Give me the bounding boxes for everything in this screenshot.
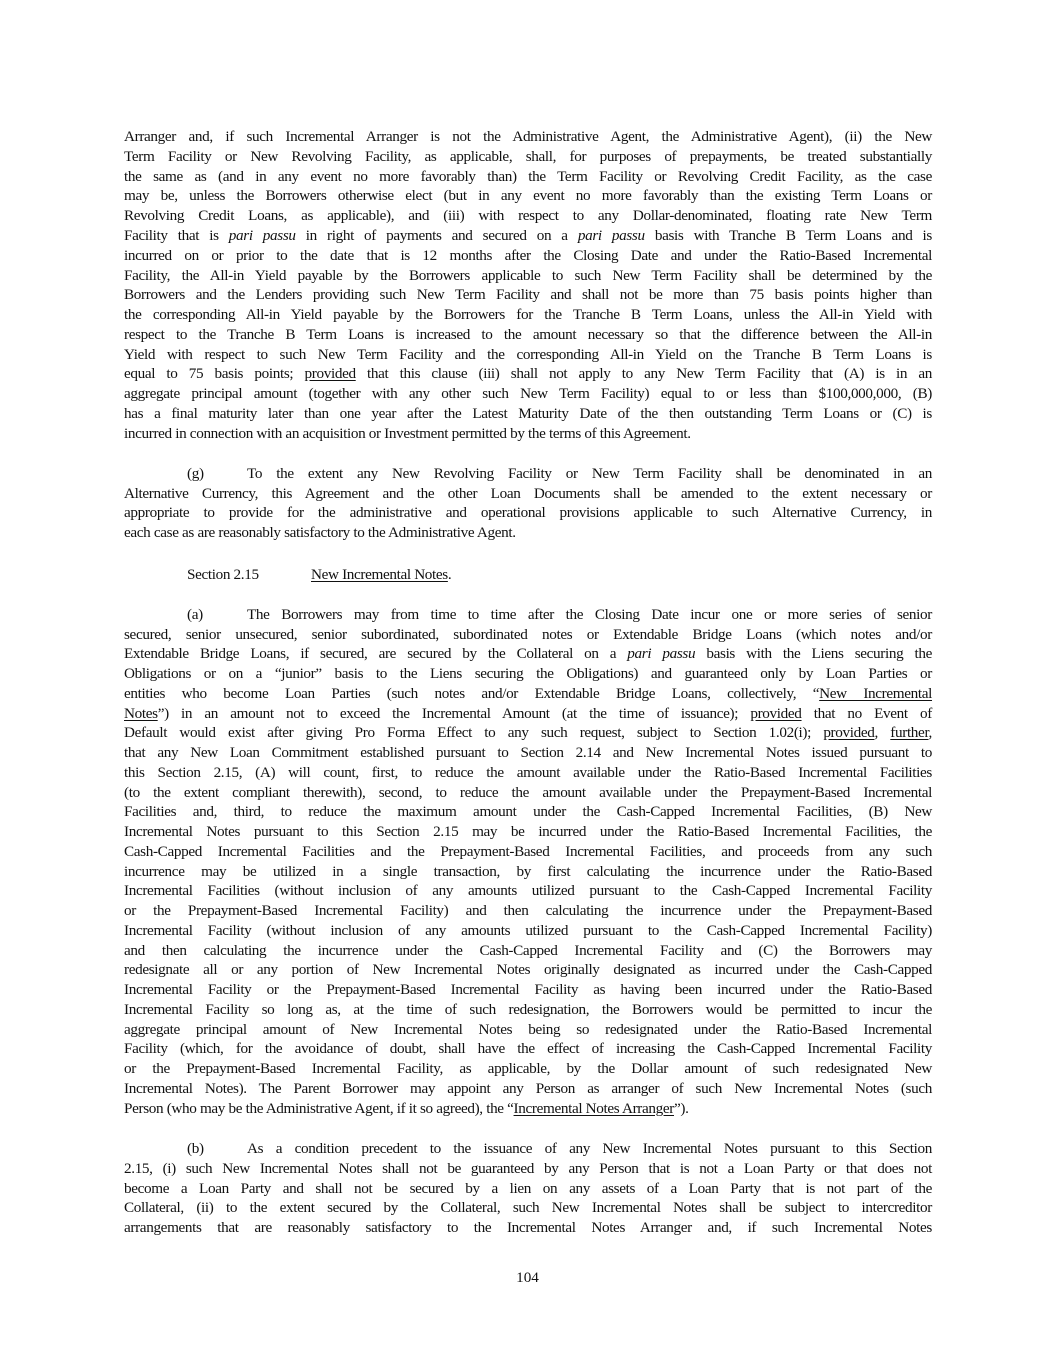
text-run: Cash-Capped Incremental Facilities and the Prepayment-Based Incremental Facilities, and proceeds from any such: [124, 843, 932, 860]
text-run: Arranger and, if such Incremental Arranger is not the Administrative Agent, the Administrative Agent), (ii) the New: [124, 128, 932, 145]
text-run: (to the extent compliant therewith), second, to reduce the amount available under the Prepayment-Based Incremental: [124, 784, 932, 801]
text-run: respect to the Tranche B Term Loans is increased to the amount necessary so that the difference between the All-in: [124, 326, 932, 343]
text-line: [124, 147, 932, 167]
text-run: Facility (which, for the avoidance of doubt, shall have the effect of increasing the Cash-Capped Incremental Facility: [124, 1040, 932, 1057]
text-run: basis with Tranche B Term Loans and is: [644, 227, 932, 244]
text-run: ”) in an amount not to exceed the Incremental Amount (at the time of issuance);: [157, 705, 751, 722]
text-run: entities who become Loan Parties (such notes and/or Extendable Bridge Loans, collectively, “: [124, 685, 820, 702]
text-line: [124, 404, 932, 424]
text-run: Incremental Notes pursuant to this Section 2.15 may be incurred under the Ratio-Based Incremental Facilities, the: [124, 823, 932, 840]
underlined-term: further: [890, 724, 929, 741]
text-run: and then calculating the incurrence under the Cash-Capped Incremental Facility and (C) the Borrowers may: [124, 942, 932, 959]
section-heading: [187, 565, 451, 585]
text-run: Facility that is: [124, 227, 229, 244]
text-run: Facilities and, third, to reduce the maximum amount under the Cash-Capped Incremental Facilities, (B) New: [124, 803, 932, 820]
text-line: [187, 605, 932, 625]
text-run: Person (who may be the Administrative Agent, if it so agreed), the “: [124, 1100, 514, 1117]
text-run: incurred on or prior to the date that is 12 months after the Closing Date and under the Ratio-Based Incremental: [124, 247, 932, 264]
paragraph-label: (g): [187, 465, 204, 482]
text-run: Incremental Facility so long as, at the time of such redesignation, the Borrowers would be permitted to incur the: [124, 1001, 932, 1018]
text-line: [124, 684, 932, 704]
text-line: [124, 842, 932, 862]
text-run: this Section 2.15, (A) will count, first, to reduce the amount available under the Ratio-Based Incremental Facilities: [124, 764, 932, 781]
italic-term: pari passu: [228, 227, 296, 244]
underlined-term: provided: [823, 724, 875, 741]
text-line: [124, 822, 932, 842]
text-run: arrangements that are reasonably satisfactory to the Incremental Notes Arranger and, if such Incremental Notes: [124, 1219, 932, 1236]
underlined-term: provided: [750, 705, 802, 722]
text-run: each case as are reasonably satisfactory to the Administrative Agent.: [124, 524, 516, 541]
text-line: [124, 763, 932, 783]
section-title-period: .: [447, 566, 452, 583]
text-run: the corresponding All-in Yield payable by the Borrowers for the Tranche B Term Loans, unless the All-in Yield with: [124, 306, 932, 323]
text-line: [124, 1179, 932, 1199]
italic-term: pari passu: [627, 645, 696, 662]
text-run: redesignate all or any portion of New Incremental Notes originally designated as incurred under the Cash-Capped: [124, 961, 932, 978]
text-line: [124, 186, 932, 206]
text-run: Incremental Notes). The Parent Borrower may appoint any Person as arranger of such New Incremental Notes (such: [124, 1080, 932, 1097]
text-run: Yield with respect to such New Term Facility and the corresponding All-in Yield on the Tranche B Term Loans is: [124, 346, 932, 363]
text-line: [124, 1000, 932, 1020]
text-line: [124, 127, 932, 147]
text-run: appropriate to provide for the administrative and operational provisions applicable to such Alternative Currency, in: [124, 504, 932, 521]
text-line: [124, 1159, 932, 1179]
text-line: [124, 802, 932, 822]
text-line: [124, 625, 932, 645]
text-line: [124, 783, 932, 803]
paragraph-label: (a): [187, 606, 203, 623]
text-line: [124, 941, 932, 961]
text-line: [124, 664, 932, 684]
text-line: [124, 384, 932, 404]
text-line: [124, 266, 932, 286]
text-run: Incremental Facility (without inclusion of any amounts utilized pursuant to the Cash-Capped Incremental Facility): [124, 922, 932, 939]
text-line: [124, 226, 932, 246]
section-title: New Incremental Notes: [311, 566, 448, 583]
text-run: Borrowers and the Lenders providing such New Term Facility and shall not be more than 75 basis points higher than: [124, 286, 932, 303]
text-line: [124, 484, 932, 504]
defined-term: Notes: [124, 705, 158, 722]
text-run: incurred in connection with an acquisition or Investment permitted by the terms of this Agreement.: [124, 425, 691, 442]
text-line: [124, 167, 932, 187]
text-line: [124, 285, 932, 305]
text-run: basis with the Liens securing the: [695, 645, 932, 662]
text-run: Obligations or on a “junior” basis to the Liens securing the Obligations) and guaranteed only by Loan Parties or: [124, 665, 932, 682]
page-number: 104: [516, 1269, 539, 1286]
text-run: or the Prepayment-Based Incremental Facility) and then calculating the incurrence under the Prepayment-Based: [124, 902, 932, 919]
text-run: ,: [874, 724, 891, 741]
text-line: [124, 980, 932, 1000]
text-run: As a condition precedent to the issuance of any New Incremental Notes pursuant to this Section: [247, 1140, 932, 1157]
text-line: [124, 743, 932, 763]
text-run: The Borrowers may from time to time after the Closing Date incur one or more series of senior: [247, 606, 932, 623]
defined-term: New Incremental: [819, 685, 933, 702]
text-line: [124, 1020, 932, 1040]
text-line: [124, 1059, 932, 1079]
text-run: Incremental Facilities (without inclusion of any amounts utilized pursuant to the Cash-Capped Incremental Facility: [124, 882, 932, 899]
text-run: become a Loan Party and shall not be secured by a lien on any assets of a Loan Party that is not part of the: [124, 1180, 932, 1197]
section-number: Section 2.15: [187, 566, 259, 583]
text-run: Collateral, (ii) to the extent secured by the Collateral, such New Incremental Notes shall be subject to intercreditor: [124, 1199, 932, 1216]
text-line: [124, 424, 932, 444]
text-line: [124, 704, 932, 724]
text-run: that no Event of: [801, 705, 932, 722]
text-line: [124, 364, 932, 384]
text-line: [124, 345, 932, 365]
text-line: [124, 862, 932, 882]
text-run: the same as (and in any event no more favorably than) the Term Facility or Revolving Credit Facility, as the case: [124, 168, 932, 185]
text-run: To the extent any New Revolving Facility or New Term Facility shall be denominated in an: [247, 465, 932, 482]
text-run: 2.15, (i) such New Incremental Notes shall not be guaranteed by any Person that is not a Loan Party or that does not: [124, 1160, 932, 1177]
text-line: [124, 523, 932, 543]
text-line: [124, 1039, 932, 1059]
text-line: [124, 503, 932, 523]
text-run: Incremental Facility or the Prepayment-Based Incremental Facility as having been incurred under the Ratio-Based: [124, 981, 932, 998]
defined-term: Incremental Notes Arranger: [513, 1100, 674, 1117]
text-line: [187, 1139, 932, 1159]
text-run: secured, senior unsecured, senior subordinated, subordinated notes or Extendable Bridge Loans (which notes and/or: [124, 626, 932, 643]
text-line: [124, 960, 932, 980]
text-line: [124, 901, 932, 921]
text-run: incurrence may be utilized in a single transaction, by first calculating the incurrence under the Ratio-Based: [124, 863, 932, 880]
text-run: Facility, the All-in Yield payable by the Borrowers applicable to such New Term Facility shall be determined by the: [124, 267, 932, 284]
text-line: [124, 644, 932, 664]
text-line: [124, 1218, 932, 1238]
text-run: in right of payments and secured on a: [295, 227, 578, 244]
paragraph-label: (b): [187, 1140, 204, 1157]
text-line: [124, 881, 932, 901]
text-run: equal to 75 basis points;: [124, 365, 305, 382]
text-line: [124, 305, 932, 325]
text-run: Term Facility or New Revolving Facility, as applicable, shall, for purposes of prepayments, be treated substantially: [124, 148, 932, 165]
text-line: [124, 1099, 932, 1119]
text-line: [124, 921, 932, 941]
italic-term: pari passu: [577, 227, 645, 244]
text-run: ,: [928, 724, 932, 741]
text-run: has a final maturity later than one year after the Latest Maturity Date of the then outstanding Term Loans or (C) is: [124, 405, 932, 422]
text-line: [124, 723, 932, 743]
text-line: [124, 325, 932, 345]
text-run: that this clause (iii) shall not apply to any New Term Facility that (A) is in an: [355, 365, 933, 382]
text-run: Extendable Bridge Loans, if secured, are secured by the Collateral on a: [124, 645, 628, 662]
underlined-term: provided: [304, 365, 356, 382]
text-line: [124, 206, 932, 226]
text-line: [124, 1198, 932, 1218]
text-line: [124, 1079, 932, 1099]
text-run: ”).: [673, 1100, 689, 1117]
text-run: Revolving Credit Loans, as applicable), and (iii) with respect to any Dollar-denominated, floating rate New Term: [124, 207, 932, 224]
text-run: may be, unless the Borrowers otherwise elect (but in any event no more favorably than the existing Term Loans or: [124, 187, 932, 204]
text-run: Default would exist after giving Pro Forma Effect to any such request, subject to Section 1.02(i);: [124, 724, 824, 741]
text-run: or the Prepayment-Based Incremental Facility, as applicable, by the Dollar amount of such redesignated New: [124, 1060, 932, 1077]
text-run: aggregate principal amount of New Incremental Notes being so redesignated under the Ratio-Based Incremental: [124, 1021, 932, 1038]
text-run: aggregate principal amount (together with any other such New Term Facility) equal to or less than $100,000,000, (B): [124, 385, 932, 402]
text-line: [187, 464, 932, 484]
text-run: Alternative Currency, this Agreement and the other Loan Documents shall be amended to the extent necessary or: [124, 485, 932, 502]
text-line: [124, 246, 932, 266]
text-run: that any New Loan Commitment established pursuant to Section 2.14 and New Incremental Notes issued pursuant to: [124, 744, 932, 761]
